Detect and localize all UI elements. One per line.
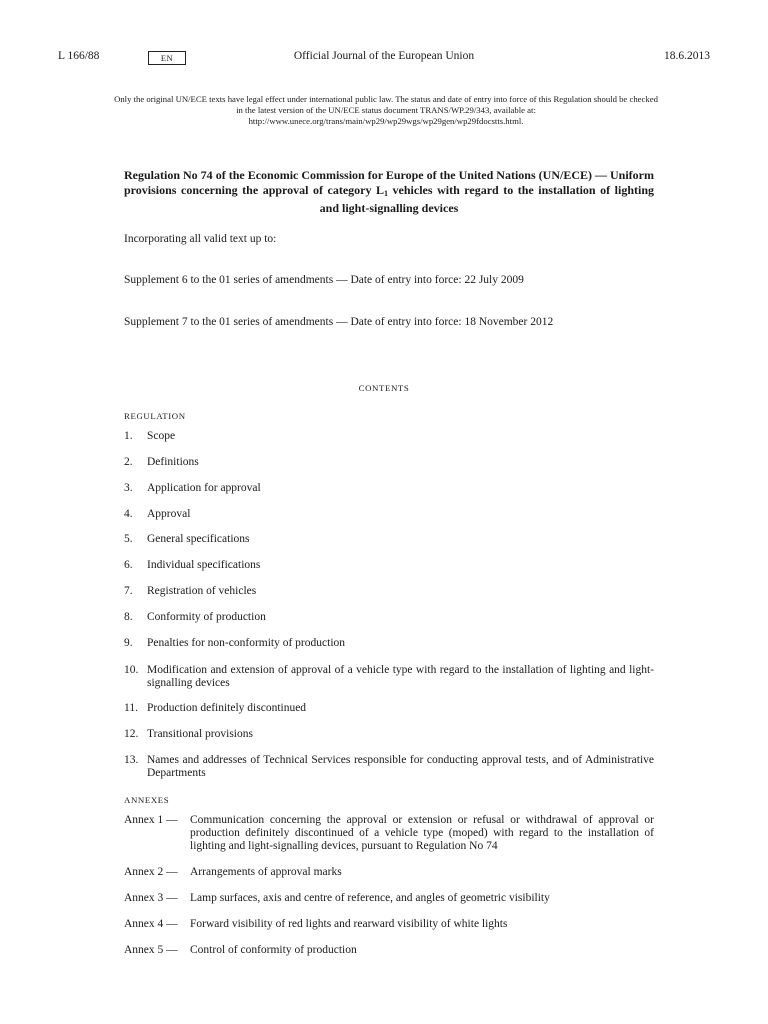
toc-number: 5. <box>124 533 133 545</box>
annex-text: Arrangements of approval marks <box>190 866 342 878</box>
toc-text: Individual specifications <box>147 559 261 571</box>
toc-text: Modification and extension of approval of a vehicle type with regard to the installation of lighting and light-signalling devices <box>147 664 654 689</box>
toc-text: Production definitely discontinued <box>147 702 307 714</box>
toc-number: 8. <box>124 611 133 623</box>
regulation-section-label: REGULATION <box>124 411 186 421</box>
toc-number: 11. <box>124 702 138 714</box>
annex-number: Annex 1 — <box>124 814 178 826</box>
page-header <box>58 50 710 68</box>
toc-item <box>124 533 654 546</box>
regulation-title-part1: Regulation No 74 of the Economic Commission for Europe of the United Nations (UN/ECE) — Uniform provisions concerning the approval of category L <box>124 168 654 197</box>
toc-item <box>124 585 654 598</box>
toc-text: Approval <box>147 508 191 520</box>
toc-text: Names and addresses of Technical Services responsible for conducting approval tests, and of Administrative Departments <box>147 754 654 779</box>
toc-item <box>124 702 654 715</box>
journal-reference: L 166/88 <box>58 50 100 62</box>
toc-text: Penalties for non-conformity of production <box>147 637 346 649</box>
toc-number: 1. <box>124 430 133 442</box>
regulation-title-subscript: 1 <box>384 188 389 198</box>
annex-number: Annex 4 — <box>124 918 178 930</box>
annex-text: Lamp surfaces, axis and centre of reference, and angles of geometric visibility <box>190 892 550 904</box>
annex-text: Forward visibility of red lights and rearward visibility of white lights <box>190 918 508 930</box>
toc-text: Application for approval <box>147 482 261 494</box>
toc-text: Conformity of production <box>147 611 266 623</box>
toc-number: 13. <box>124 754 139 766</box>
toc-item <box>124 637 654 650</box>
toc-number: 4. <box>124 508 133 520</box>
toc-item <box>124 482 654 495</box>
toc-item <box>124 508 654 521</box>
toc-number: 9. <box>124 637 133 649</box>
toc-item <box>124 728 654 741</box>
toc-item <box>124 456 654 469</box>
toc-item <box>124 664 654 690</box>
toc-item <box>124 559 654 572</box>
annex-item <box>124 866 654 879</box>
annex-text: Communication concerning the approval or extension or refusal or withdrawal of approval or production definitely discontinued of a vehicle type (moped) with regard to the installation of lighting and light-signalling devices, pursuant to Regulation No 74 <box>190 814 654 852</box>
publication-date: 18.6.2013 <box>664 50 710 62</box>
toc-number: 3. <box>124 482 133 494</box>
toc-item <box>124 611 654 624</box>
annex-number: Annex 3 — <box>124 892 178 904</box>
contents-heading: CONTENTS <box>358 383 410 393</box>
annex-item <box>124 892 654 905</box>
incorporating-text: Incorporating all valid text up to: <box>124 233 277 245</box>
legal-disclaimer: Only the original UN/ECE texts have legal effect under international public law. The status and date of entry into force of this Regulation should be checked in the latest version of the UN/ECE status document TRANS/WP.29/343, available at: http://www.unece.org/trans/main/wp29/wp29wgs/wp29gen/wp29fdocstts.html. <box>114 94 658 126</box>
toc-number: 12. <box>124 728 139 740</box>
toc-number: 2. <box>124 456 133 468</box>
toc-number: 7. <box>124 585 133 597</box>
toc-number: 6. <box>124 559 133 571</box>
annex-item <box>124 944 654 957</box>
supplement-item: Supplement 7 to the 01 series of amendments — Date of entry into force: 18 November 2012 <box>124 316 554 328</box>
annexes-section-label: ANNEXES <box>124 795 170 805</box>
toc-text: Scope <box>147 430 176 442</box>
regulation-title-part2: vehicles with regard to the installation of lighting and light-signalling devices <box>319 182 654 215</box>
toc-item <box>124 430 654 443</box>
toc-text: Registration of vehicles <box>147 585 257 597</box>
annex-text: Control of conformity of production <box>190 944 357 956</box>
regulation-title <box>124 168 654 216</box>
toc-text: Transitional provisions <box>147 728 253 740</box>
supplement-item: Supplement 6 to the 01 series of amendments — Date of entry into force: 22 July 2009 <box>124 274 524 286</box>
annex-number: Annex 5 — <box>124 944 178 956</box>
toc-item <box>124 754 654 780</box>
language-badge: EN <box>148 51 186 65</box>
toc-number: 10. <box>124 664 139 676</box>
annex-item <box>124 814 654 853</box>
annex-item <box>124 918 654 931</box>
toc-text: Definitions <box>147 456 199 468</box>
journal-title: Official Journal of the European Union <box>293 50 475 62</box>
toc-text: General specifications <box>147 533 250 545</box>
annex-number: Annex 2 — <box>124 866 178 878</box>
